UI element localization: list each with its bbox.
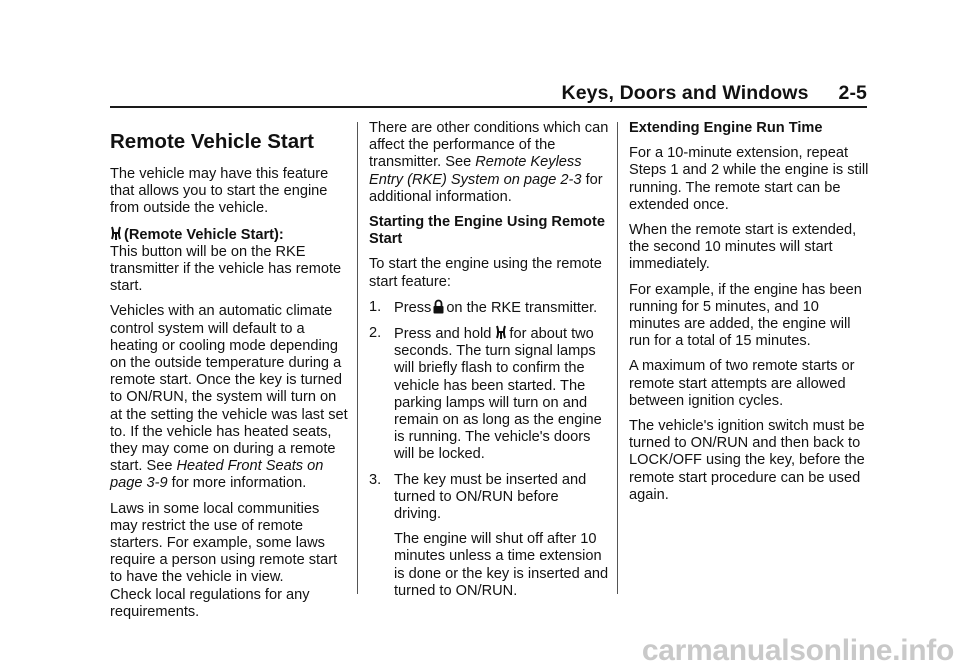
step-number: 1. — [369, 298, 382, 315]
laws-paragraph: Laws in some local communities may restrict the use of remote starters. For example, some laws require a person using remote start to have the vehicle in view. — [110, 500, 338, 586]
step-body: The key must be inserted and turned to ON/RUN before driving. — [394, 471, 587, 523]
header-rule — [110, 106, 867, 108]
climate-paragraph: Vehicles with an automatic climate control system will default to a heating or cooling mode depending on the outside temperature during a remote start. Once the key is turned to ON/RUN, the system will turn on at the setting the vehicle was last set to. If the vehicle has heated seats, they may come on during a remote start. See Heated Front Seats on page 3‑9 for more information. — [110, 303, 348, 492]
column-3 — [629, 120, 869, 512]
ignition-paragraph: The vehicle's ignition switch must be turned to ON/RUN and then back to LOCK/OFF using the key, before the remote start procedure can be used again. — [629, 418, 865, 503]
watermark: carmanualsonline.info — [641, 634, 954, 667]
step-number: 2. — [369, 325, 382, 342]
regulations-paragraph: Check local regulations for any requirements. — [110, 586, 310, 620]
remote-start-icon — [495, 325, 507, 340]
button-heading — [110, 226, 350, 244]
to-start-paragraph: To start the engine using the remote start feature: — [369, 256, 602, 290]
conditions-paragraph: There are other conditions which can affect the performance of the transmitter. See Remote Keyless Entry (RKE) System on page 2‑3 for additional information. — [369, 120, 609, 205]
step-3-note: The engine will shut off after 10 minutes unless a time extension is done or the key is inserted and turned to ON/RUN. — [394, 531, 609, 599]
column-2 — [369, 120, 609, 608]
intro-paragraph: The vehicle may have this feature that allows you to start the engine from outside the vehicle. — [110, 166, 329, 217]
subheading-starting-engine: Starting the Engine Using Remote Start — [369, 214, 605, 248]
step-1 — [369, 299, 609, 317]
button-label: (Remote Vehicle Start): — [124, 226, 284, 243]
step-3 — [369, 472, 609, 524]
step-body: Press and hold for about two seconds. The turn signal lamps will briefly flash to confirm the vehicle has been started. The parking lamps will turn on and remain on as long as the engine is running. The vehicle's doors will be locked. — [394, 326, 602, 463]
maximum-paragraph: A maximum of two remote starts or remote start attempts are allowed between ignition cycles. — [629, 358, 855, 409]
rke-xref[interactable]: Remote Keyless Entry (RKE) System on page 2‑3 — [369, 154, 582, 188]
subheading-extending-run-time: Extending Engine Run Time — [629, 120, 823, 136]
page-number: 2-5 — [838, 82, 867, 104]
step-body: Press on the RKE transmitter. — [394, 299, 598, 316]
step-number: 3. — [369, 471, 382, 488]
button-description: This button will be on the RKE transmitter if the vehicle has remote start. — [110, 243, 342, 295]
heated-seats-xref[interactable]: Heated Front Seats on page 3‑9 — [110, 458, 324, 492]
section-title: Remote Vehicle Start — [110, 130, 314, 153]
column-divider — [357, 122, 358, 594]
extension-paragraph: For a 10‑minute extension, repeat Steps 1 and 2 while the engine is still running. The remote start can be extended once. — [629, 145, 869, 213]
running-head — [562, 82, 867, 105]
extended-paragraph: When the remote start is extended, the second 10 minutes will start immediately. — [629, 222, 857, 273]
step-2 — [369, 325, 609, 464]
column-1 — [110, 120, 350, 629]
example-paragraph: For example, if the engine has been running for 5 minutes, and 10 minutes are added, the engine will run for a total of 15 minutes. — [629, 281, 862, 350]
column-divider — [617, 122, 618, 594]
remote-start-icon — [110, 226, 122, 241]
chapter-title: Keys, Doors and Windows — [561, 82, 809, 104]
lock-icon — [432, 299, 445, 314]
